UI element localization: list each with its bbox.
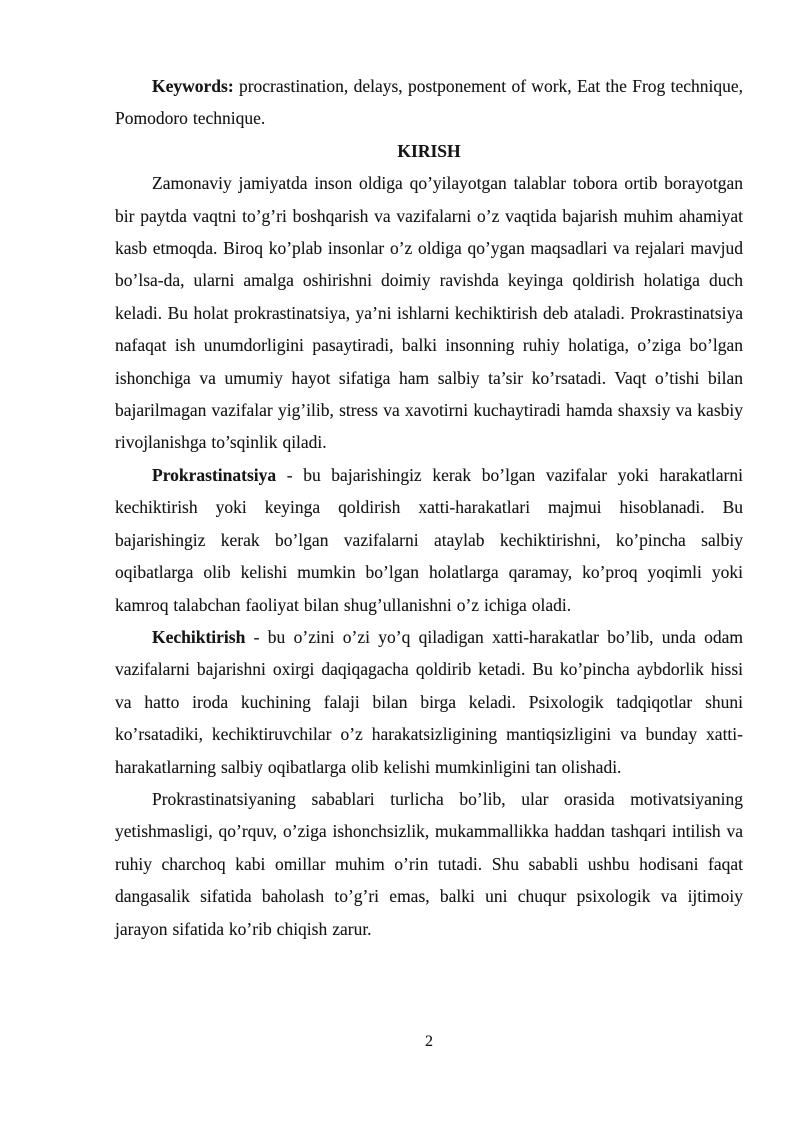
term-prokrastinatsiya: Prokrastinatsiya [152, 464, 277, 485]
section-heading: KIRISH [397, 140, 461, 161]
keywords-text: procrastination, delays, postponement of work, Eat the Frog technique, Pomodoro technique. [115, 76, 743, 129]
keywords-paragraph [115, 70, 743, 135]
term-kechiktirish: Kechiktirish [152, 626, 246, 647]
paragraph-kechiktirish-text: - bu o’zini o’zi yo’q qiladigan xatti-harakatlar bo’lib, unda odam vazifalarni bajarishni oxirgi daqiqagacha qoldirib ketadi. Bu ko’pincha aybdorlik hissi va hatto iroda kuchining falaji bilan birga keladi. Psixologik tadqiqotlar shuni ko’rsatadiki, kechiktiruvchilar o’z harakatsizligining mantiqsizligini va bunday xatti-harakatlarning salbiy oqibatlarga olib kelishi mumkinligini tan olishadi. [115, 626, 743, 777]
paragraph-causes [115, 783, 743, 945]
keywords-label: Keywords: [152, 76, 234, 96]
paragraph-intro-text: Zamonaviy jamiyatda inson oldiga qo’yilayotgan talablar tobora ortib borayotgan bir paytda vaqtni to’g’ri boshqarish va vazifalarni o’z vaqtida bajarish muhim ahamiyat kasb etmoqda. Biroq ko’plab insonlar o’z oldiga qo’ygan maqsadlari va rejalari mavjud bo’lsa-da, ularni amalga oshirishni doimiy ravishda keyinga qoldirish holatiga duch keladi. Bu holat prokrastinatsiya, ya’ni ishlarni kechiktirish deb ataladi. Prokrastinatsiya nafaqat ish unumdorligini pasaytiradi, balki insonning ruhiy holatiga, o’ziga bo’lgan ishonchiga va umumiy hayot sifatiga ham salbiy ta’sir ko’rsatadi. Vaqt o’tishi bilan bajarilmagan vazifalar yig’ilib, stress va xavotirni kuchaytiradi hamda shaxsiy va kasbiy rivojlanishga to’sqinlik qiladi. [115, 173, 743, 453]
page-number: 2 [425, 1033, 433, 1050]
paragraph-intro [115, 167, 743, 459]
paragraph-causes-text: Prokrastinatsiyaning sabablari turlicha bo’lib, ular orasida motivatsiyaning yetishmasligi, qo’rquv, o’ziga ishonchsizlik, mukammallikka haddan tashqari intilish va ruhiy charchoq kabi omillar muhim o’rin tutadi. Shu sababli ushbu hodisani faqat dangasalik sifatida baholash to’g’ri emas, balki uni chuqur psixologik va ijtimoiy jarayon sifatida ko’rib chiqish zarur. [115, 788, 743, 939]
paragraph-prokrastinatsiya-definition [115, 459, 743, 621]
paragraph-prokrastinatsiya-text: - bu bajarishingiz kerak bo’lgan vazifalar yoki harakatlarni kechiktirish yoki keyinga qoldirish xatti-harakatlari majmui hisoblanadi. Bu bajarishingiz kerak bo’lgan vazifalarni ataylab kechiktirishni, ko’pincha salbiy oqibatlarga olib kelishi mumkin bo’lgan holatlarga qaramay, ko’proq yoqimli yoki kamroq talabchan faoliyat bilan shug’ullanishni o’z ichiga oladi. [115, 464, 743, 615]
page-content [115, 70, 743, 945]
paragraph-kechiktirish-definition [115, 621, 743, 783]
